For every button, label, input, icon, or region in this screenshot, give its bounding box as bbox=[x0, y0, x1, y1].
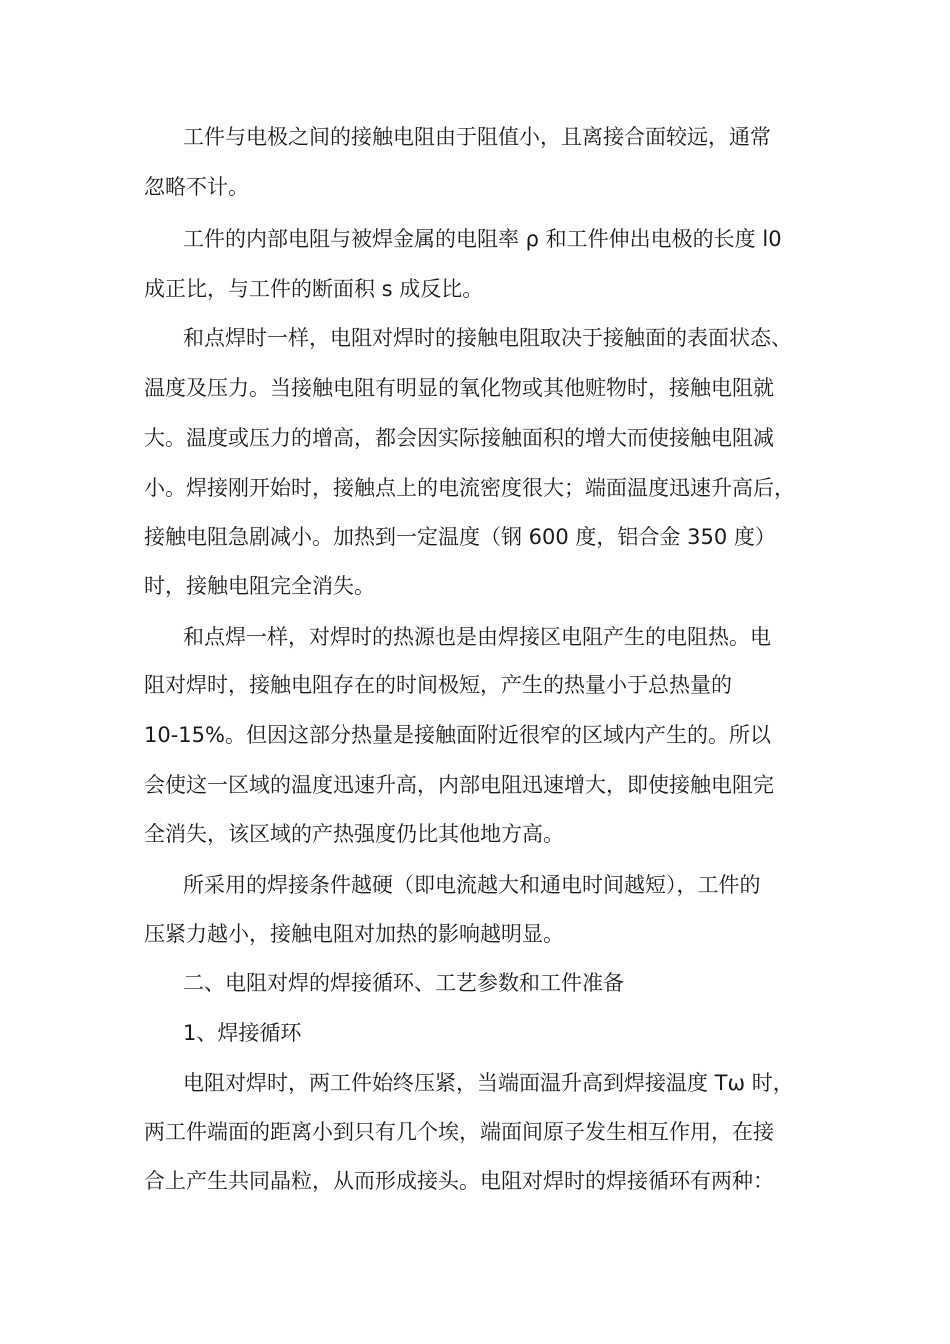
text-line-7: 大。温度或压力的增高，都会因实际接触面积的增大而使接触电阻减 bbox=[144, 426, 774, 450]
text-line-20: 电阻对焊时，两工件始终压紧，当端面温升高到焊接温度 Tω 时， bbox=[183, 1071, 794, 1095]
text-line-4: 成正比，与工件的断面积 s 成反比。 bbox=[144, 277, 484, 301]
text-line-17: 压紧力越小，接触电阻对加热的影响越明显。 bbox=[144, 922, 564, 946]
text-line-1: 工件与电极之间的接触电阻由于阻值小，且离接合面较远，通常 bbox=[183, 125, 771, 149]
text-line-12: 阻对焊时，接触电阻存在的时间极短，产生的热量小于总热量的 bbox=[144, 673, 732, 697]
text-line-21: 两工件端面的距离小到只有几个埃，端面间原子发生相互作用，在接 bbox=[144, 1120, 774, 1144]
text-line-9: 接触电阻急剧减小。加热到一定温度（钢 600 度，铝合金 350 度） bbox=[144, 525, 776, 549]
text-line-3: 工件的内部电阻与被焊金属的电阻率 ρ 和工件伸出电极的长度 l0 bbox=[183, 227, 782, 251]
text-line-14: 会使这一区域的温度迅速升高，内部电阻迅速增大，即使接触电阻完 bbox=[144, 773, 774, 797]
text-line-5: 和点焊时一样，电阻对焊时的接触电阻取决于接触面的表面状态、 bbox=[183, 326, 792, 350]
text-line-11: 和点焊一样，对焊时的热源也是由焊接区电阻产生的电阻热。电 bbox=[183, 625, 771, 649]
text-line-22: 合上产生共同晶粒，从而形成接头。电阻对焊时的焊接循环有两种： bbox=[144, 1169, 774, 1193]
text-line-10: 时，接触电阻完全消失。 bbox=[144, 574, 375, 598]
section-heading: 二、电阻对焊的焊接循环、工艺参数和工件准备 bbox=[183, 971, 624, 995]
text-line-6: 温度及压力。当接触电阻有明显的氧化物或其他赃物时，接触电阻就 bbox=[144, 376, 774, 400]
text-line-15: 全消失，该区域的产热强度仍比其他地方高。 bbox=[144, 822, 564, 846]
text-line-16: 所采用的焊接条件越硬（即电流越大和通电时间越短），工件的 bbox=[183, 873, 761, 897]
text-line-13: 10-15%。但因这部分热量是接触面附近很窄的区域内产生的。所以 bbox=[144, 723, 771, 747]
subsection-heading: 1、焊接循环 bbox=[183, 1021, 302, 1045]
text-line-8: 小。焊接刚开始时，接触点上的电流密度很大；端面温度迅速升高后， bbox=[144, 476, 795, 500]
text-line-2: 忽略不计。 bbox=[144, 175, 249, 199]
